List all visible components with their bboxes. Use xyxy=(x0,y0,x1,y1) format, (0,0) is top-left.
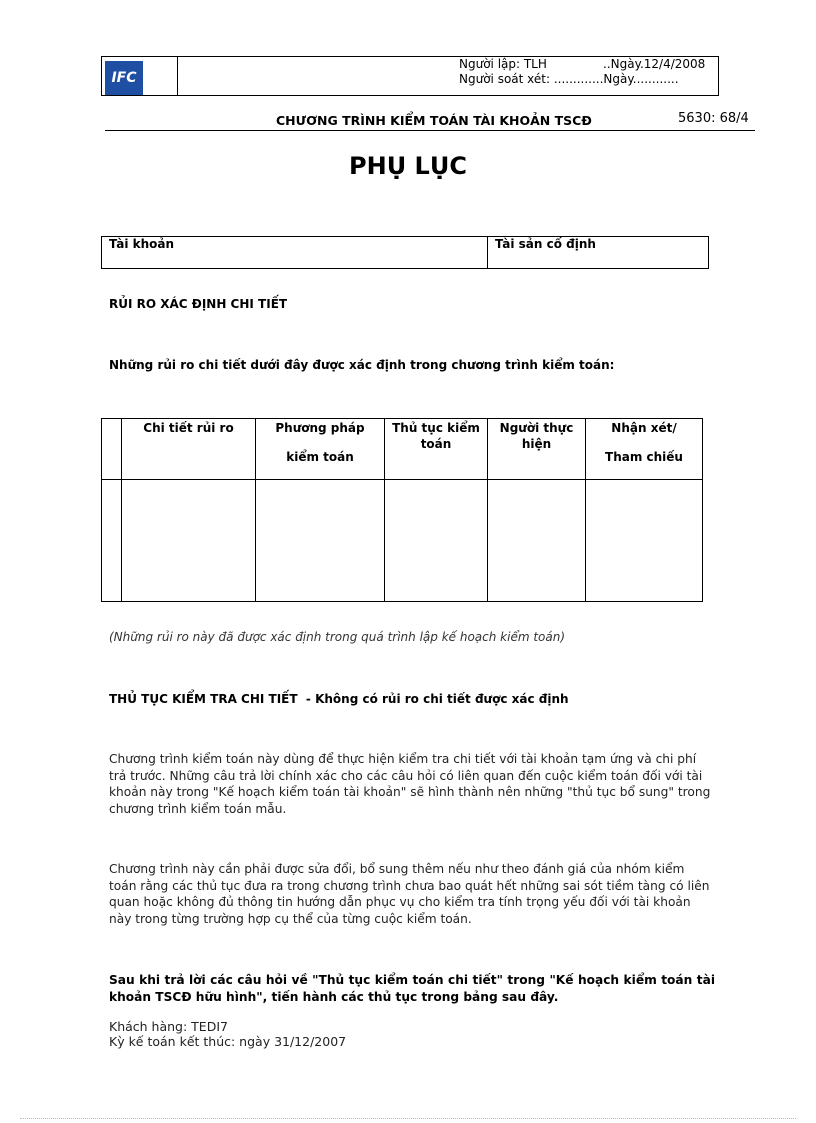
col-risk-detail-label: Chi tiết rủi ro xyxy=(143,421,234,435)
col-method-label-2: kiểm toán xyxy=(286,450,354,464)
accounting-period: Kỳ kế toán kết thúc: ngày 31/12/2007 xyxy=(109,1034,347,1049)
risk-intro: Những rủi ro chi tiết dưới đây được xác định trong chương trình kiểm toán: xyxy=(109,358,615,372)
col-comment-label-2: Tham chiếu xyxy=(605,450,683,464)
client-name: Khách hàng: TEDI7 xyxy=(109,1019,228,1034)
logo-cell xyxy=(102,57,178,95)
col-risk-detail xyxy=(122,419,255,436)
account-value: Tài sản cố định xyxy=(495,237,596,251)
prepared-by: Người lập: TLH xyxy=(459,57,547,71)
procedures-heading-text: THỦ TỤC KIỂM TRA CHI TIẾT xyxy=(109,692,298,706)
prepared-date: ..Ngày.12/4/2008 xyxy=(603,57,706,71)
account-separator xyxy=(487,237,488,268)
procedures-paragraph-2: Chương trình này cần phải được sửa đổi, bổ sung thêm nếu như theo đánh giá của nhóm kiểm toán rằng các thủ tục đưa ra trong chương trình chưa bao quát hết những sai sót tiềm tàng có liên quan hoặc không đủ thông tin hướng dẫn phục vụ cho kiểm tra tính trọng yếu đối với tài khoản này trong từng trường hợp cụ thể của từng cuộc kiểm toán. xyxy=(109,862,710,926)
program-title: CHƯƠNG TRÌNH KIỂM TOÁN TÀI KHOẢN TSCĐ xyxy=(276,113,592,128)
procedures-heading xyxy=(109,692,569,706)
risk-table xyxy=(101,418,703,602)
account-label: Tài khoản xyxy=(109,237,175,251)
page-bottom-border xyxy=(20,1118,796,1119)
col-procedure-label-2: toán xyxy=(420,437,452,451)
risk-heading: RỦI RO XÁC ĐỊNH CHI TIẾT xyxy=(109,297,288,311)
col-performer-label-1: Người thực xyxy=(499,421,574,435)
col-performer xyxy=(488,419,585,452)
header-divider xyxy=(105,130,755,131)
col-procedure-label-1: Thủ tục kiểm xyxy=(392,421,480,435)
page-title: PHỤ LỤC xyxy=(349,152,467,180)
col-procedure xyxy=(385,419,487,452)
procedures-paragraph-3: Sau khi trả lời các câu hỏi về "Thủ tục kiểm toán chi tiết" trong "Kế hoạch kiểm toán tài khoản TSCĐ hữu hình", tiến hành các thủ tục trong bảng sau đây. xyxy=(109,973,715,1004)
reviewed-by: Người soát xét: .............Ngày............ xyxy=(459,72,679,86)
col-performer-label-2: hiện xyxy=(521,437,552,451)
company-logo: IFC xyxy=(105,61,143,95)
col-method-label-1: Phương pháp xyxy=(275,421,365,435)
col-comment-label-1: Nhận xét/ xyxy=(611,421,677,435)
risk-note: (Những rủi ro này đã được xác định trong quá trình lập kế hoạch kiểm toán) xyxy=(109,630,566,644)
table-header-line xyxy=(102,479,702,480)
col-method xyxy=(256,419,384,465)
procedures-paragraph-1: Chương trình kiểm toán này dùng để thực hiện kiểm tra chi tiết với tài khoản tạm ứng và chi phí trả trước. Những câu trả lời chính xác cho các câu hỏi có liên quan đến cuộc kiểm toán đối với tài khoản này trong "Kế hoạch kiểm toán tài khoản" sẽ hình thành nên những "thủ tục bổ sung" trong chương trình kiểm toán mẫu. xyxy=(109,752,711,816)
account-box xyxy=(101,236,709,269)
page-code: 5630: 68/4 xyxy=(678,111,749,126)
table-column-line xyxy=(121,419,122,601)
col-comment xyxy=(586,419,702,465)
procedures-heading-suffix: - Không có rủi ro chi tiết được xác định xyxy=(305,692,569,706)
